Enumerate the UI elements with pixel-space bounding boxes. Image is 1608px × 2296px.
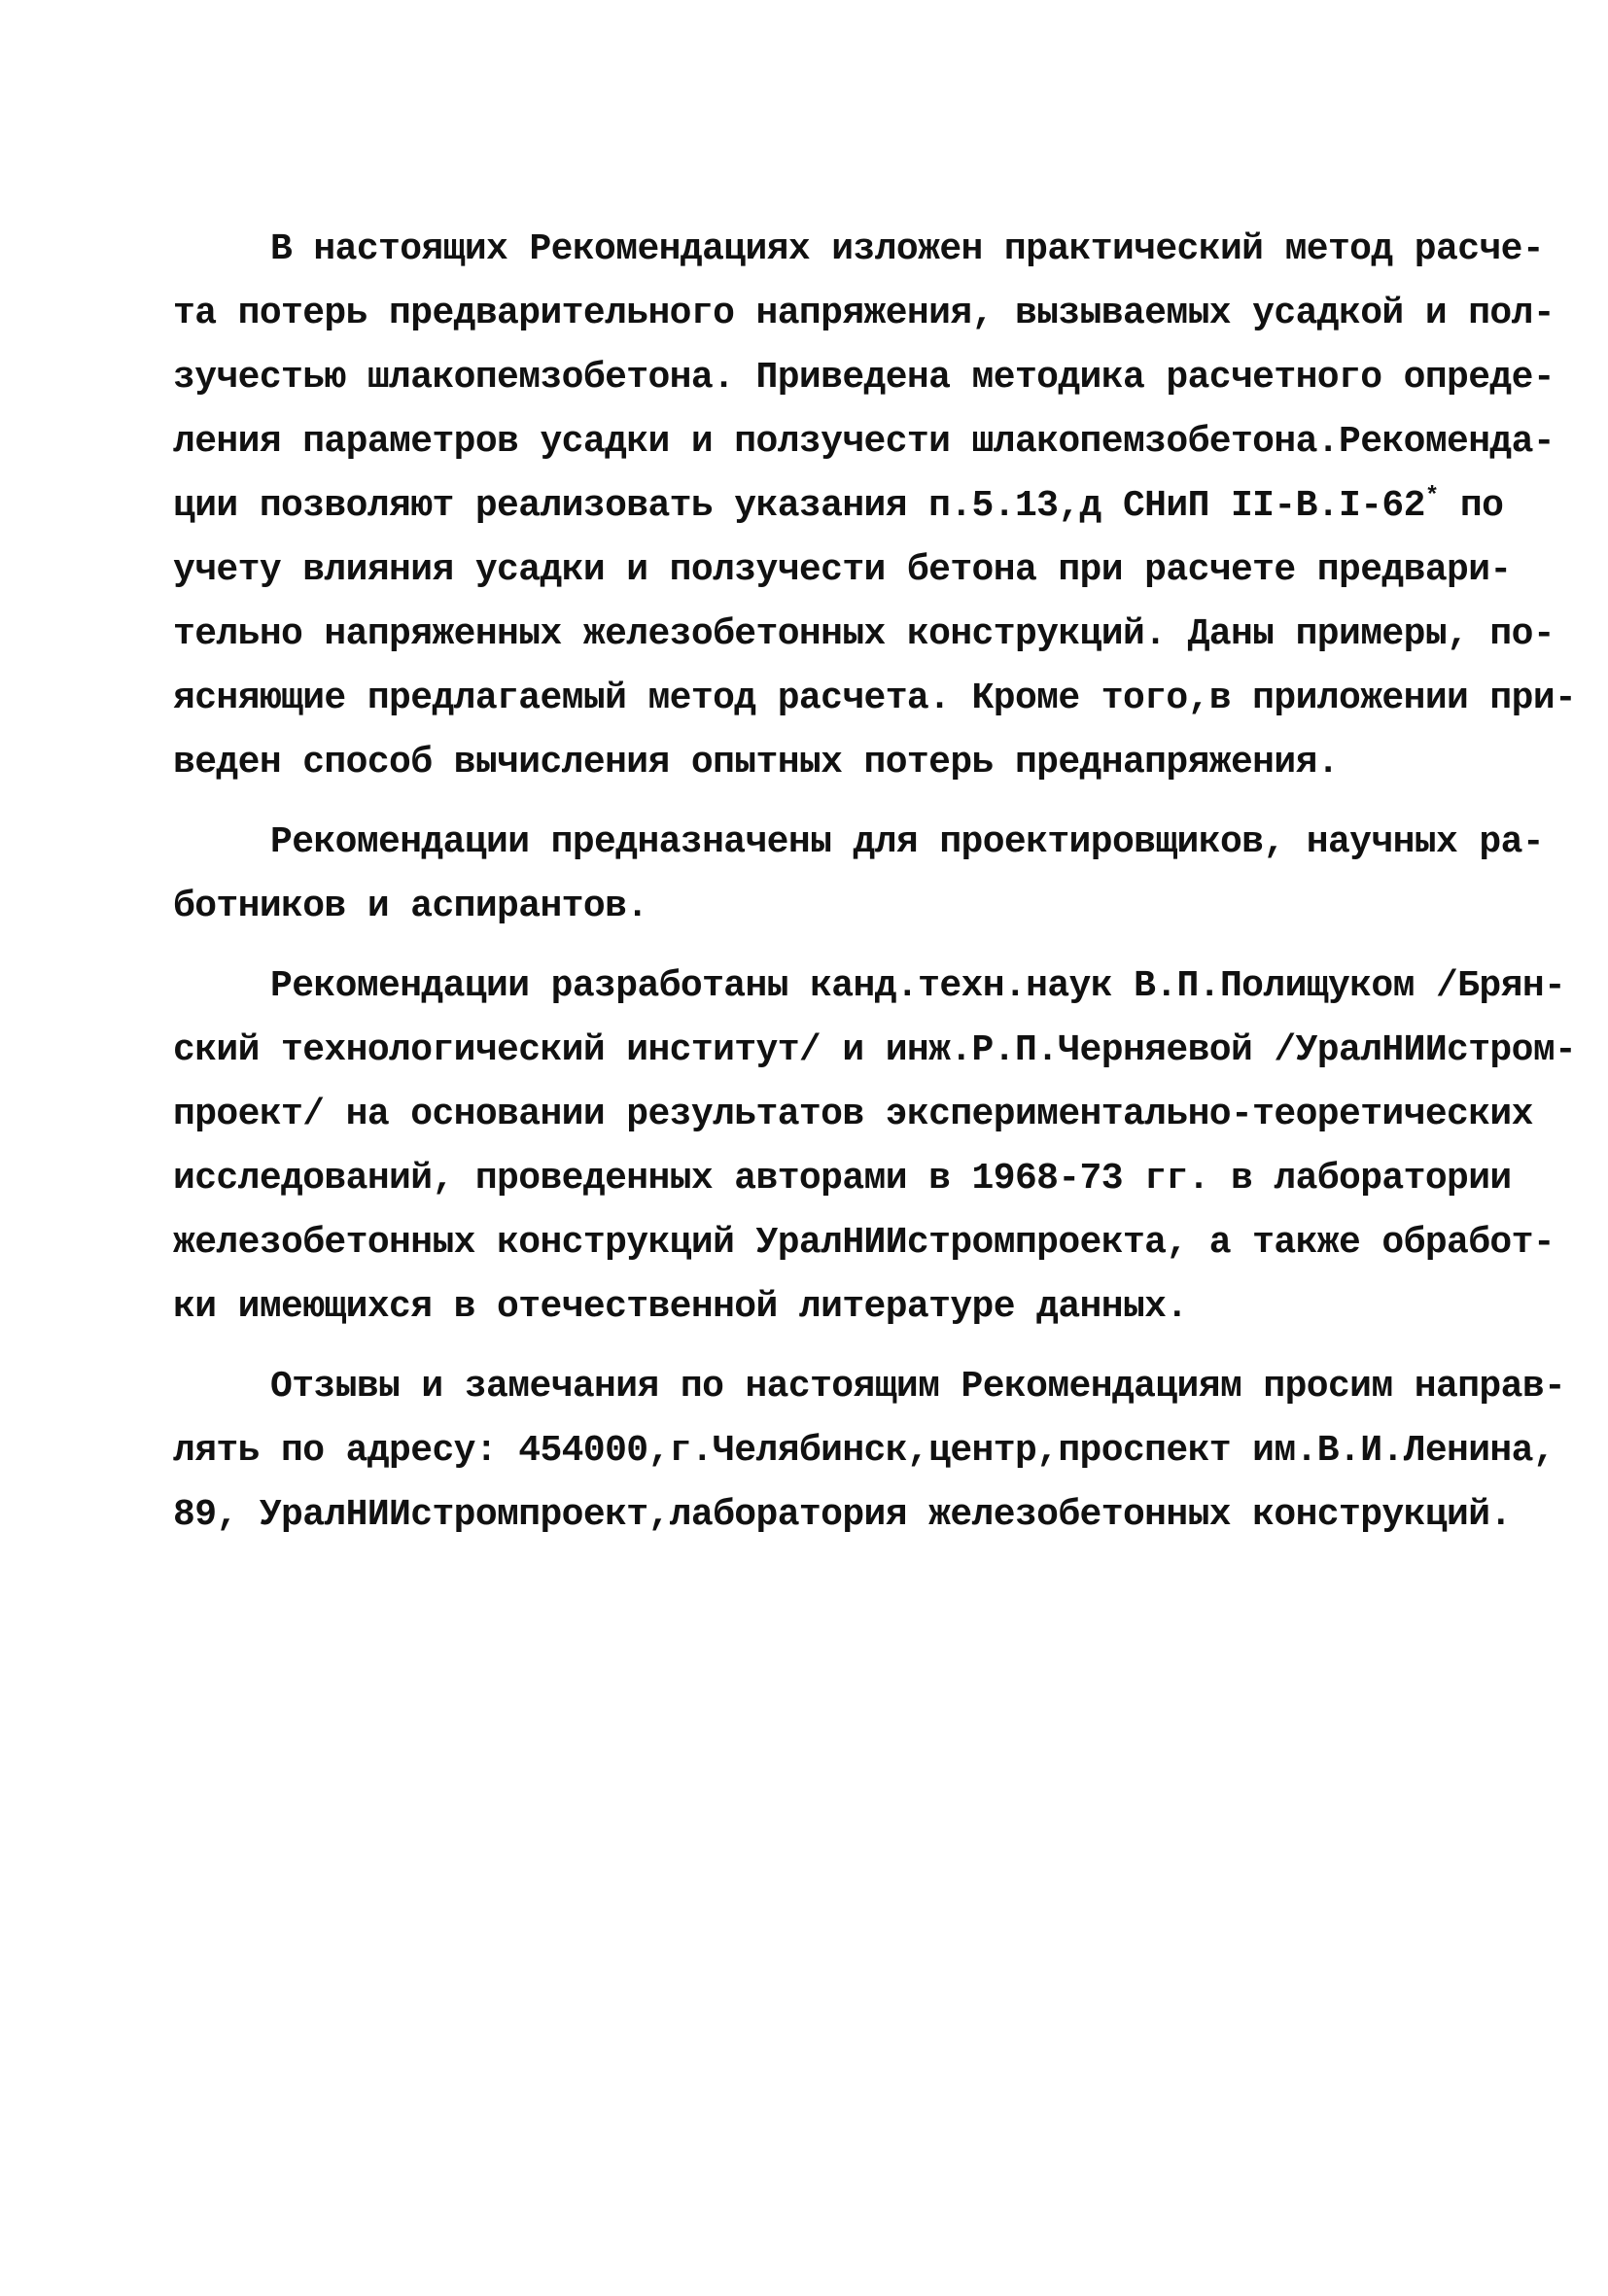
paragraph-1-line-8: ясняющие предлагаемый метод расчета. Кроме того,в приложении при- xyxy=(173,678,1577,719)
paragraph-1-line-3: зучестью шлакопемзобетона. Приведена методика расчетного опреде- xyxy=(173,357,1556,399)
paragraph-3-line-3: проект/ на основании результатов экспериментально-теоретических xyxy=(173,1094,1533,1135)
paragraph-3-line-4: исследований, проведенных авторами в 1968-73 гг. в лаборатории xyxy=(173,1158,1512,1200)
paragraph-4-line-3: 89, УралНИИстромпроект,лаборатория железобетонных конструкций. xyxy=(173,1494,1512,1536)
paragraph-1-line-7: тельно напряженных железобетонных конструкций. Даны примеры, по- xyxy=(173,613,1556,655)
paragraph-3-line-5: железобетонных конструкций УралНИИстромпроекта, а также обработ- xyxy=(173,1222,1556,1264)
footnote-mark: * xyxy=(1424,483,1439,510)
paragraph-4-line-2: лять по адресу: 454000,г.Челябинск,центр,проспект им.В.И.Ленина, xyxy=(173,1430,1556,1472)
paragraph-1-line-9: веден способ вычисления опытных потерь преднапряжения. xyxy=(173,742,1340,783)
paragraph-3-line-1: Рекомендации разработаны канд.техн.наук В.П.Полищуком /Брян- xyxy=(270,965,1566,1007)
paragraph-1-line-2: та потерь предварительного напряжения, вызываемых усадкой и пол- xyxy=(173,293,1556,334)
paragraph-1-line-5-tail: по xyxy=(1459,485,1504,527)
paragraph-1-line-5-text: ции позволяют реализовать указания п.5.13,д СНиП II-В.I-62 xyxy=(173,485,1425,527)
paragraph-1-line-1: В настоящих Рекомендациях изложен практический метод расче- xyxy=(270,228,1545,270)
paragraph-1-line-5 xyxy=(173,483,1504,527)
paragraph-2-line-1: Рекомендации предназначены для проектировщиков, научных ра- xyxy=(270,821,1545,863)
paragraph-2-line-2: ботников и аспирантов. xyxy=(173,886,648,927)
paragraph-3-line-2: ский технологический институт/ и инж.Р.П.Черняевой /УралНИИстром- xyxy=(173,1029,1577,1071)
paragraph-1-line-4: ления параметров усадки и ползучести шлакопемзобетона.Рекоменда- xyxy=(173,421,1556,463)
paragraph-1-line-6: учету влияния усадки и ползучести бетона при расчете предвари- xyxy=(173,549,1512,591)
paragraph-3-line-6: ки имеющихся в отечественной литературе данных. xyxy=(173,1286,1188,1328)
paragraph-4-line-1: Отзывы и замечания по настоящим Рекомендациям просим направ- xyxy=(270,1366,1566,1408)
